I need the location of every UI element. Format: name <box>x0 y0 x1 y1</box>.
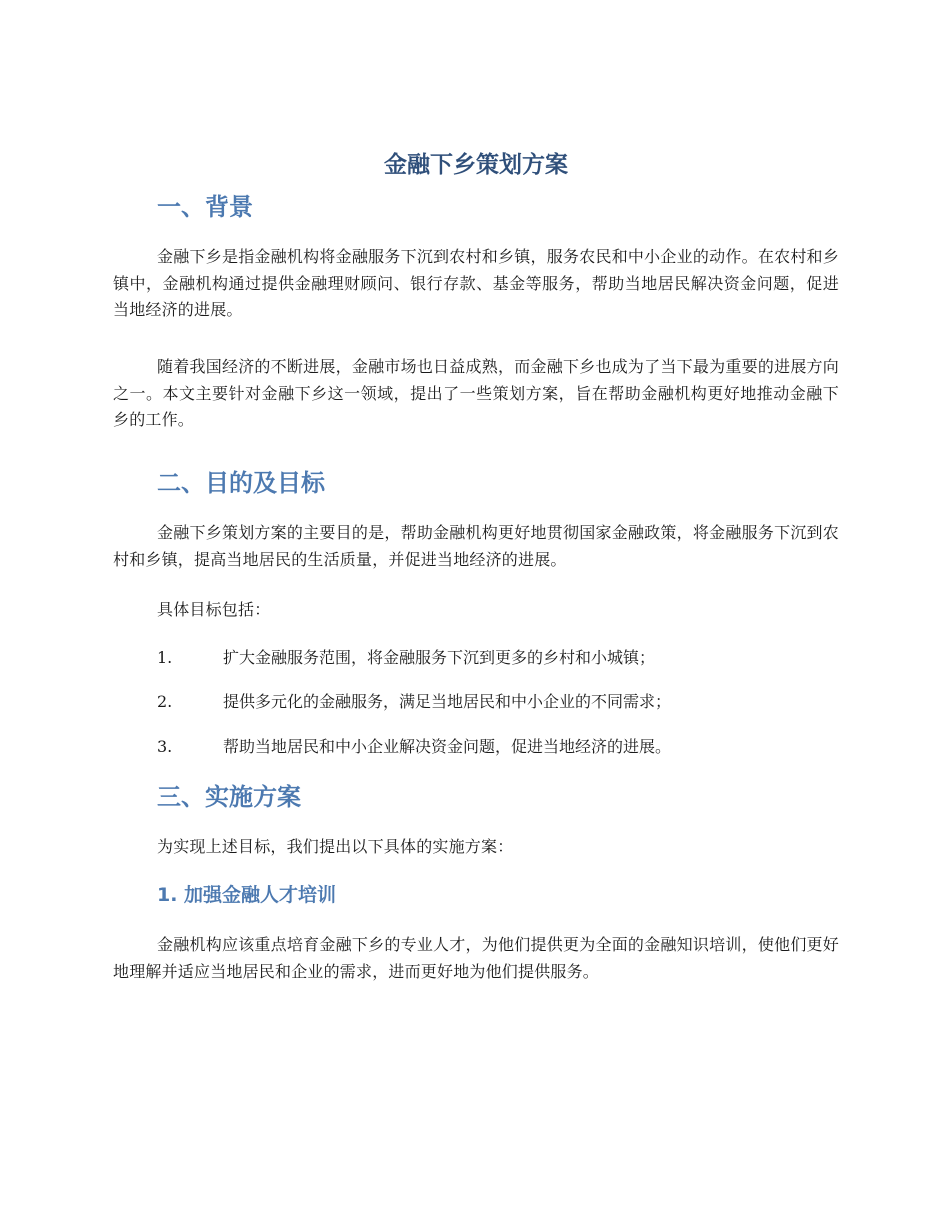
paragraph-background-2: 随着我国经济的不断进展，金融市场也日益成熟，而金融下乡也成为了当下最为重要的进展方向之一。本文主要针对金融下乡这一领域，提出了一些策划方案，旨在帮助金融机构更好地推动金融下乡的工作。 <box>113 357 839 429</box>
list-item <box>157 734 839 760</box>
list-item-text: 提供多元化的金融服务，满足当地居民和中小企业的不同需求； <box>223 692 672 711</box>
list-item-text: 扩大金融服务范围，将金融服务下沉到更多的乡村和小城镇； <box>223 648 656 667</box>
paragraph-background-1: 金融下乡是指金融机构将金融服务下沉到农村和乡镇，服务农民和中小企业的动作。在农村和乡镇中，金融机构通过提供金融理财顾问、银行存款、基金等服务，帮助当地居民解决资金问题，促进当地经济的进展。 <box>113 247 839 319</box>
list-item <box>157 689 839 715</box>
section-heading-implementation: 三、实施方案 <box>157 783 301 811</box>
list-item-text: 帮助当地居民和中小企业解决资金问题，促进当地经济的进展。 <box>223 737 672 756</box>
list-item-number: 2. <box>157 692 173 711</box>
section-heading-background: 一、背景 <box>157 193 253 221</box>
section-heading-goals: 二、目的及目标 <box>157 469 325 497</box>
document-title: 金融下乡策划方案 <box>384 152 568 178</box>
paragraph-goals-2: 具体目标包括： <box>157 600 271 619</box>
paragraph-goals-1: 金融下乡策划方案的主要目的是，帮助金融机构更好地贯彻国家金融政策，将金融服务下沉到农村和乡镇，提高当地居民的生活质量，并促进当地经济的进展。 <box>113 523 839 569</box>
list-item-number: 1. <box>157 648 173 667</box>
paragraph-talent-training: 金融机构应该重点培育金融下乡的专业人才，为他们提供更为全面的金融知识培训，使他们更好地理解并适应当地居民和企业的需求，进而更好地为他们提供服务。 <box>113 935 839 981</box>
list-item <box>157 645 839 671</box>
list-item-number: 3. <box>157 737 173 756</box>
paragraph-implementation-intro: 为实现上述目标，我们提出以下具体的实施方案： <box>157 837 514 856</box>
subsection-heading-talent-training: 1. 加强金融人才培训 <box>157 884 337 906</box>
